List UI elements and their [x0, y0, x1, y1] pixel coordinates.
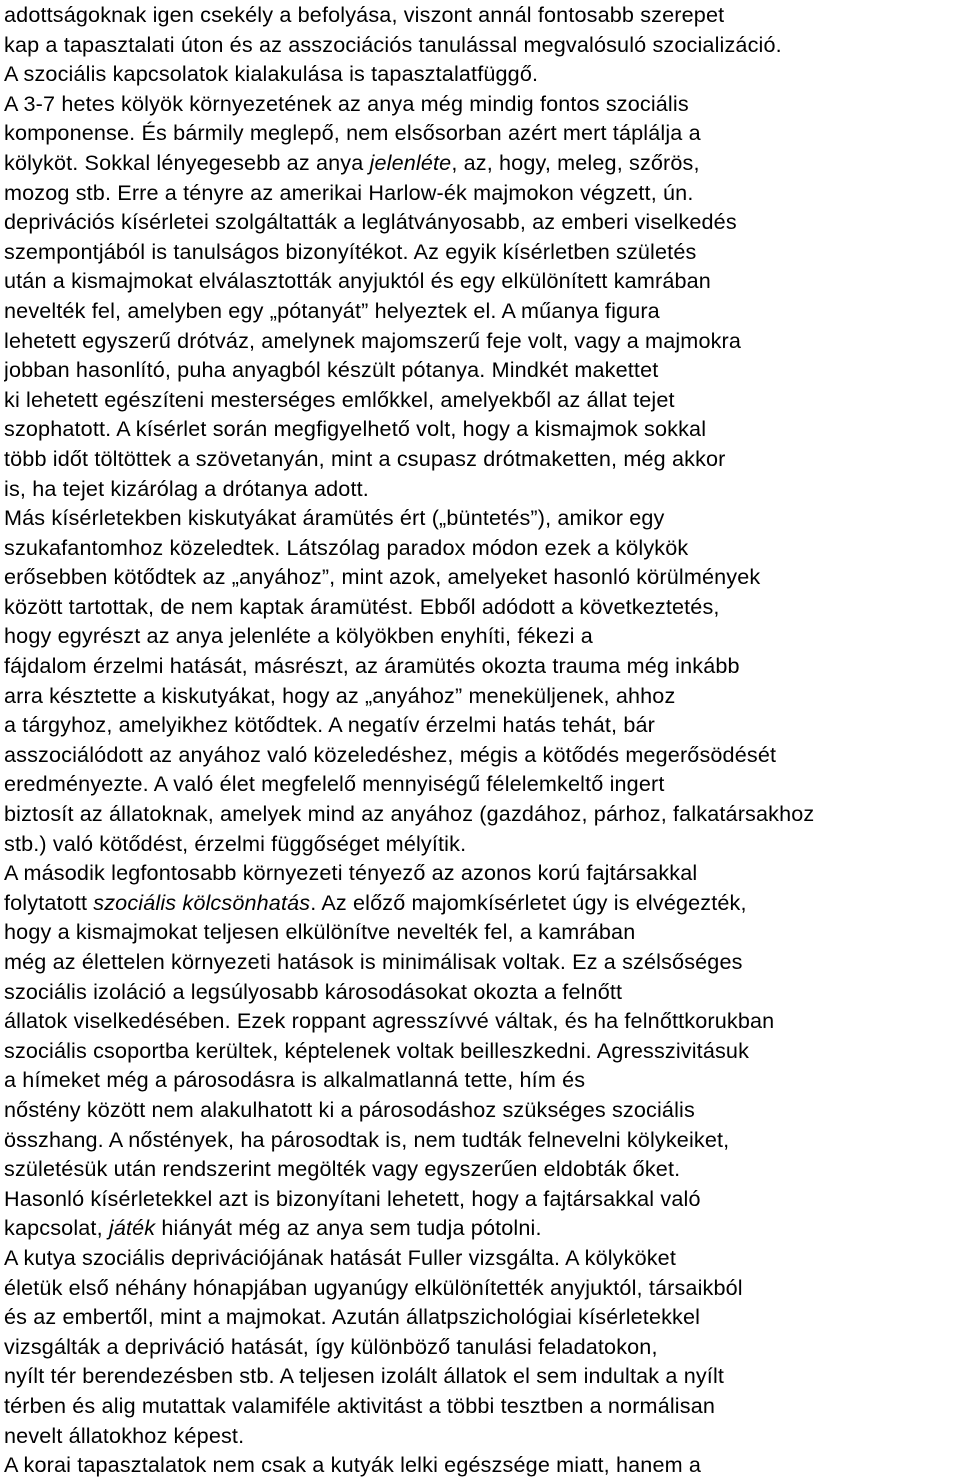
text-span: állatok viselkedésében. Ezek roppant agresszívvé váltak, és ha felnőttkorukban — [4, 1008, 775, 1034]
text-line — [4, 562, 960, 592]
text-line — [4, 1006, 960, 1036]
text-span: összhang. A nőstények, ha párosodtak is, nem tudták felnevelni kölykeiket, — [4, 1126, 730, 1152]
text-line — [4, 858, 960, 888]
text-span: kapcsolat, — [4, 1215, 109, 1241]
text-line — [4, 148, 960, 178]
italic-text-span: szociális kölcsönhatás — [93, 889, 311, 915]
text-line — [4, 89, 960, 119]
text-line — [4, 59, 960, 89]
text-line — [4, 1421, 960, 1451]
text-line — [4, 740, 960, 770]
text-line — [4, 503, 960, 533]
text-span: kölyköt. Sokkal lényegesebb az anya — [4, 149, 370, 175]
text-line — [4, 0, 960, 30]
text-span: nőstény között nem alakulhatott ki a párosodáshoz szükséges szociális — [4, 1096, 695, 1122]
text-span: még az élettelen környezeti hatások is minimálisak voltak. Ez a szélsőséges — [4, 949, 743, 974]
text-span: folytatott — [4, 889, 94, 915]
text-span: kap a tapasztalati úton és az asszociációs tanulással megvalósuló szocializáció. — [4, 31, 782, 57]
text-line — [4, 1302, 960, 1332]
text-line — [4, 266, 960, 296]
text-line — [4, 207, 960, 237]
text-span: között tartottak, de nem kaptak áramütést. Ebből adódott a következtetés, — [4, 593, 720, 619]
italic-text-span: jelenléte — [369, 149, 452, 175]
text-span: eredményezte. A való élet megfelelő mennyiségű félelemkeltő ingert — [4, 771, 665, 797]
text-line — [4, 799, 960, 829]
text-line — [4, 474, 960, 504]
text-line — [4, 1154, 960, 1184]
text-line — [4, 1065, 960, 1095]
text-line — [4, 237, 960, 267]
text-span: szociális izoláció a legsúlyosabb károsodásokat okozta a felnőtt — [4, 978, 623, 1004]
text-span: hiányát még az anya sem tudja pótolni. — [155, 1215, 542, 1241]
text-line — [4, 651, 960, 681]
text-span: nyílt tér berendezésben stb. A teljesen izolált állatok el sem indultak a nyílt — [4, 1363, 725, 1389]
text-span: térben és alig mutattak valamiféle aktivitást a többi tesztben a normálisan — [4, 1392, 716, 1418]
text-span: is, ha tejet kizárólag a drótanya adott. — [4, 475, 369, 501]
text-span: mozog stb. Erre a tényre az amerikai Harlow-ék majmokon végzett, ún. — [4, 179, 694, 205]
text-span: hogy egyrészt az anya jelenléte a kölyökben enyhíti, fékezi a — [4, 623, 593, 649]
text-line — [4, 1095, 960, 1125]
text-span: arra késztette a kiskutyákat, hogy az „anyához” meneküljenek, ahhoz — [4, 682, 676, 708]
text-line — [4, 1273, 960, 1303]
text-span: szempontjából is tanulságos bizonyítékot. Az egyik kísérletben születés — [4, 238, 697, 264]
text-line — [4, 769, 960, 799]
text-line — [4, 385, 960, 415]
text-line — [4, 326, 960, 356]
text-line — [4, 1391, 960, 1421]
text-span: ki lehetett egészíteni mesterséges emlőkkel, amelyekből az állat tejet — [4, 386, 675, 412]
text-line — [4, 1361, 960, 1391]
text-line — [4, 444, 960, 474]
text-span: és az embertől, mint a majmokat. Azután állatpszichológiai kísérletekkel — [4, 1304, 701, 1330]
text-span: Más kísérletekben kiskutyákat áramütés ért („büntetés”), amikor egy — [4, 505, 665, 531]
text-line — [4, 917, 960, 947]
text-span: fájdalom érzelmi hatását, másrészt, az áramütés okozta trauma még inkább — [4, 653, 740, 679]
text-line — [4, 414, 960, 444]
text-span: erősebben kötődtek az „anyához”, mint azok, amelyeket hasonló körülmények — [4, 564, 761, 590]
text-span: biztosít az állatoknak, amelyek mind az anyához (gazdához, párhoz, falkatársakhoz — [4, 801, 815, 827]
text-span: hogy a kismajmokat teljesen elkülönítve nevelték fel, a kamrában — [4, 919, 636, 945]
text-span: A szociális kapcsolatok kialakulása is tapasztalatfüggő. — [4, 61, 539, 87]
text-span: jobban hasonlító, puha anyagból készült pótanya. Mindkét makettet — [4, 357, 659, 383]
text-span: vizsgálták a depriváció hatását, így különböző tanulási feladatokon, — [4, 1333, 658, 1359]
text-line — [4, 118, 960, 148]
text-line — [4, 710, 960, 740]
text-span: deprivációs kísérletei szolgáltatták a leglátványosabb, az emberi viselkedés — [4, 209, 737, 235]
text-line — [4, 1332, 960, 1362]
text-span: szophatott. A kísérlet során megfigyelhető volt, hogy a kismajmok sokkal — [4, 416, 707, 442]
text-line — [4, 533, 960, 563]
text-span: szociális csoportba kerültek, képtelenek voltak beilleszkedni. Agresszivitásuk — [4, 1037, 750, 1063]
text-span: A 3-7 hetes kölyök környezetének az anya még mindig fontos szociális — [4, 90, 689, 116]
text-span: szukafantomhoz közeledtek. Látszólag paradox módon ezek a kölykök — [4, 534, 689, 560]
text-line — [4, 829, 960, 859]
text-line — [4, 621, 960, 651]
text-line — [4, 355, 960, 385]
text-line — [4, 1184, 960, 1214]
text-span: életük első néhány hónapjában ugyanúgy elkülönítették anyjuktól, társaikból — [4, 1274, 743, 1300]
text-line — [4, 888, 960, 918]
text-line — [4, 1036, 960, 1066]
text-span: , az, hogy, meleg, szőrös, — [451, 149, 700, 175]
text-span: után a kismajmokat elválasztották anyjuktól és egy elkülönített kamrában — [4, 268, 711, 294]
text-span: több időt töltöttek a szövetanyán, mint a csupasz drótmaketten, még akkor — [4, 445, 726, 471]
text-span: . Az előző majomkísérletet úgy is elvégezték, — [310, 889, 747, 915]
text-line — [4, 1125, 960, 1155]
text-line — [4, 592, 960, 622]
text-span: a hímeket még a párosodásra is alkalmatlanná tette, hím és — [4, 1067, 586, 1093]
text-line — [4, 977, 960, 1007]
text-span: lehetett egyszerű drótváz, amelynek majomszerű feje volt, vagy a majmokra — [4, 327, 742, 353]
text-span: a tárgyhoz, amelyikhez kötődtek. A negatív érzelmi hatás tehát, bár — [4, 712, 656, 738]
text-span: A korai tapasztalatok nem csak a kutyák lelki egészsége miatt, hanem a — [4, 1452, 702, 1478]
text-line — [4, 681, 960, 711]
text-line — [4, 178, 960, 208]
text-line — [4, 296, 960, 326]
text-span: A kutya szociális deprivációjának hatását Fuller vizsgálta. A kölyköket — [4, 1244, 676, 1270]
text-span: nevelték fel, amelyben egy „pótanyát” helyeztek el. A műanya figura — [4, 297, 660, 323]
text-span: A második legfontosabb környezeti tényező az azonos korú fajtársakkal — [4, 860, 698, 886]
text-span: nevelt állatokhoz képest. — [4, 1422, 245, 1448]
text-span: stb.) való kötődést, érzelmi függőséget mélyítik. — [4, 830, 467, 856]
text-line — [4, 30, 960, 60]
text-span: komponense. És bármily meglepő, nem elsősorban azért mert táplálja a — [4, 120, 701, 146]
text-line — [4, 1450, 960, 1480]
document-page — [4, 0, 960, 1480]
text-line — [4, 1243, 960, 1273]
text-line — [4, 947, 960, 977]
text-span: adottságoknak igen csekély a befolyása, viszont annál fontosabb szerepet — [4, 2, 725, 27]
text-line — [4, 1213, 960, 1243]
italic-text-span: játék — [108, 1215, 156, 1241]
text-span: Hasonló kísérletekkel azt is bizonyítani lehetett, hogy a fajtársakkal való — [4, 1185, 701, 1211]
text-span: születésük után rendszerint megölték vagy egyszerűen eldobták őket. — [4, 1156, 681, 1182]
text-span: asszociálódott az anyához való közeledéshez, mégis a kötődés megerősödését — [4, 741, 777, 767]
